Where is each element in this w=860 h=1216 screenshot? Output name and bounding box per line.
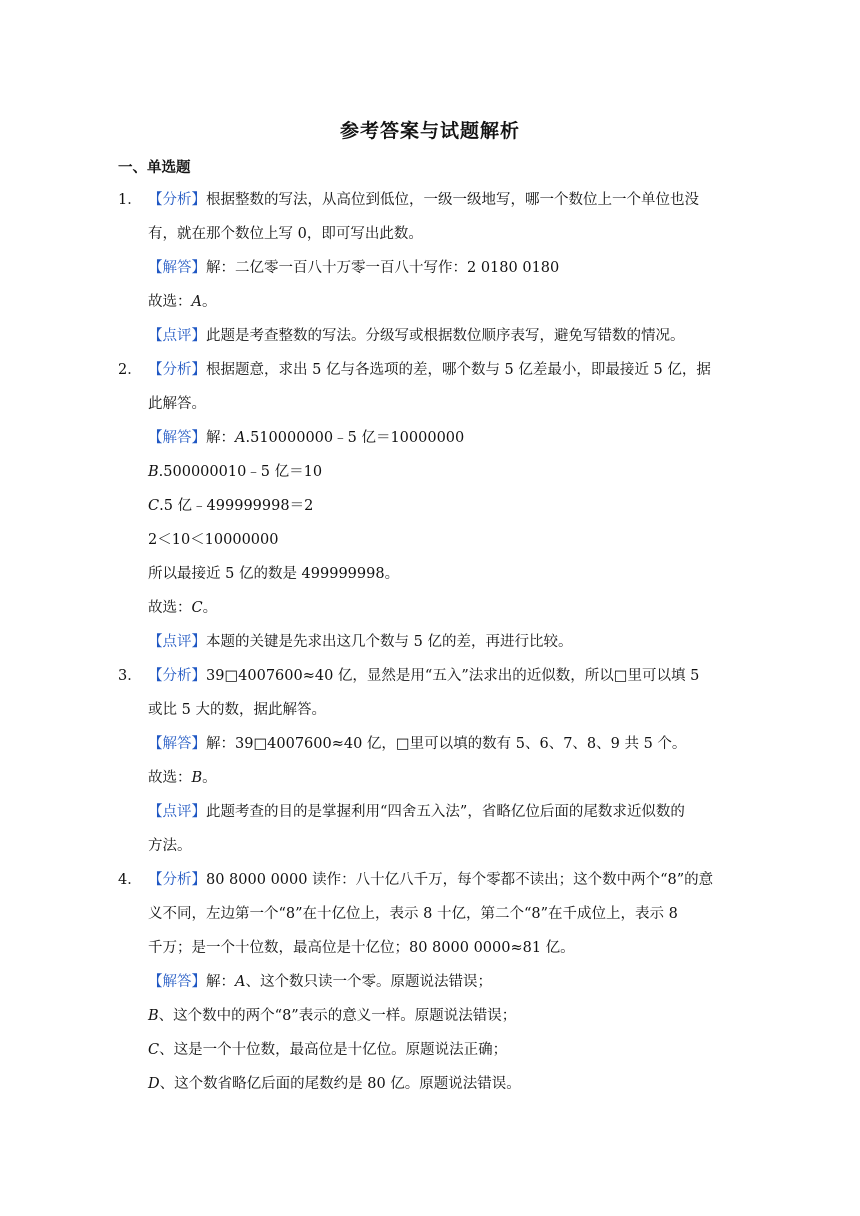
q2-compare: 2＜10＜10000000 <box>148 532 279 548</box>
q2-comment: 【点评】本题的关键是先求出这几个数与 5 亿的差，再进行比较。 <box>148 634 573 650</box>
q3-choice: 故选：B。 <box>148 770 217 786</box>
q2-number: 2． <box>118 362 142 378</box>
q3-number: 3． <box>118 668 142 684</box>
q1-analysis-line-2: 有，就在那个数位上写 0，即可写出此数。 <box>148 226 423 242</box>
q4-answer-a: 【解答】解：A、这个数只读一个零。原题说法错误； <box>148 974 492 990</box>
q2-answer-a: 【解答】解：A.510000000﹣5 亿＝10000000 <box>148 430 465 446</box>
q2-answer-c: C.5 亿﹣499999998＝2 <box>148 498 314 514</box>
q4-answer-d: D、这个数省略亿后面的尾数约是 80 亿。原题说法错误。 <box>148 1076 521 1092</box>
q3-analysis-line-1: 【分析】39□4007600≈40 亿，显然是用“五入”法求出的近似数，所以□里可以填 5 <box>148 668 700 684</box>
q2-choice: 故选：C。 <box>148 600 218 616</box>
q4-analysis-line-1: 【分析】80 8000 0000 读作：八十亿八千万，每个零都不读出；这个数中两个“8”的意 <box>148 872 714 888</box>
q3-answer: 【解答】解：39□4007600≈40 亿，□里可以填的数有 5、6、7、8、9 共 5 个。 <box>148 736 687 752</box>
q2-answer-b: B.500000010﹣5 亿＝10 <box>148 464 323 480</box>
q2-analysis-line-1: 【分析】根据题意，求出 5 亿与各选项的差，哪个数与 5 亿差最小，即最接近 5 亿，据 <box>148 362 711 378</box>
answer-tag: 【解答】 <box>148 260 206 276</box>
q3-comment-line-1: 【点评】此题考查的目的是掌握利用“四舍五入法”，省略亿位后面的尾数求近似数的 <box>148 804 685 820</box>
q1-number: 1． <box>118 192 142 208</box>
q1-comment: 【点评】此题是考查整数的写法。分级写或根据数位顺序表写，避免写错数的情况。 <box>148 328 685 344</box>
q1-answer: 【解答】解：二亿零一百八十万零一百八十写作：2 0180 0180 <box>148 260 560 276</box>
q2-analysis-line-2: 此解答。 <box>148 396 206 412</box>
section-heading: 一、单选题 <box>118 159 191 176</box>
q4-analysis-line-3: 千万；是一个十位数，最高位是十亿位；80 8000 0000≈81 亿。 <box>148 940 575 956</box>
q3-analysis-line-2: 或比 5 大的数，据此解答。 <box>148 702 326 718</box>
page-title: 参考答案与试题解析 <box>339 120 520 142</box>
q4-answer-c: C、这是一个十位数，最高位是十亿位。原题说法正确； <box>148 1042 508 1058</box>
q1-choice: 故选：A。 <box>148 294 217 310</box>
analysis-tag: 【分析】 <box>148 192 206 208</box>
q2-conclusion: 所以最接近 5 亿的数是 499999998。 <box>148 566 400 582</box>
q4-answer-b: B、这个数中的两个“8”表示的意义一样。原题说法错误； <box>148 1008 517 1024</box>
q3-comment-line-2: 方法。 <box>148 838 192 854</box>
comment-tag: 【点评】 <box>148 328 206 344</box>
q4-analysis-line-2: 义不同，左边第一个“8”在十亿位上，表示 8 十亿，第二个“8”在千成位上，表示 8 <box>148 906 678 922</box>
q4-number: 4． <box>118 872 142 888</box>
q1-analysis-line-1: 【分析】根据整数的写法，从高位到低位，一级一级地写，哪一个数位上一个单位也没 <box>148 192 699 208</box>
